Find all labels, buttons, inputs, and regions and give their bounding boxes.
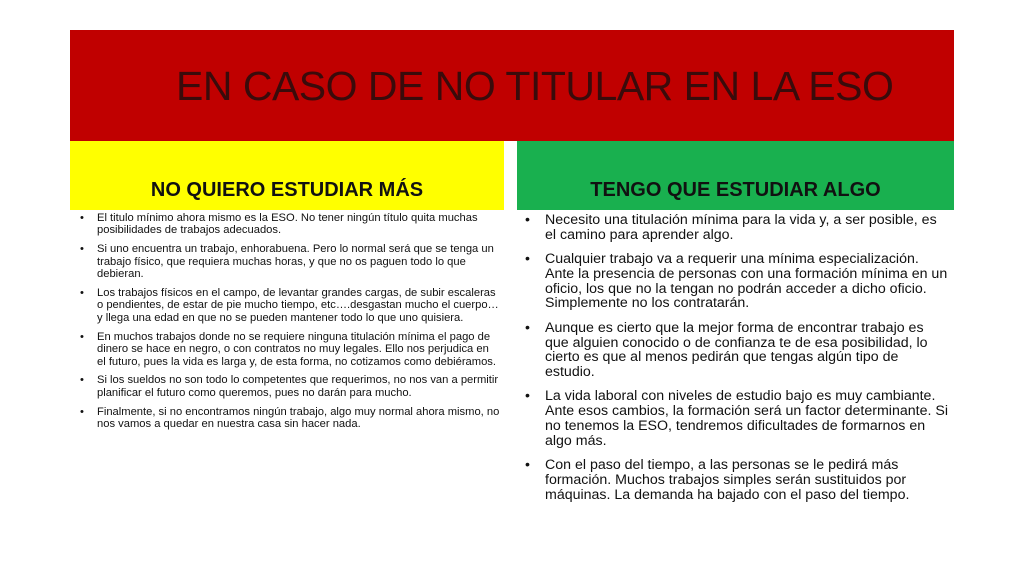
- left-list-item: [80, 331, 500, 368]
- left-item-text: Finalmente, si no encontramos ningún trabajo, algo muy normal ahora mismo, no nos vamos a quedar en nuestra casa sin hacer nada.: [97, 405, 500, 431]
- right-list-item: [525, 321, 950, 380]
- right-item-text: La vida laboral con niveles de estudio bajo es muy cambiante. Ante esos cambios, la formación será un factor determinante. Si no tenemos la ESO, tendremos dificultades de formarnos en algo más.: [545, 388, 948, 449]
- left-item-text: En muchos trabajos donde no se requiere ninguna titulación mínima el pago de dinero se hace en negro, o con contratos no muy legales. Ello nos perjudica en el futuro, pues la vida es larga y, de esta forma, no cotizamos como debiéramos.: [97, 330, 497, 368]
- right-heading: TENGO QUE ESTUDIAR ALGO: [590, 179, 881, 201]
- right-item-text: Cualquier trabajo va a requerir una mínima especialización. Ante la presencia de personas con una formación mínima en un oficio, los que no la tengan no podrán acceder a dicho oficio. Simplemente no los contratarán.: [545, 251, 948, 312]
- bullet-icon: •: [525, 457, 530, 474]
- right-list-item: [525, 252, 950, 311]
- bullet-icon: •: [525, 251, 530, 268]
- bullet-icon: •: [80, 212, 84, 224]
- left-item-text: Los trabajos físicos en el campo, de levantar grandes cargas, de subir escaleras o pendientes, de estar de pie mucho tiempo, etc….desgastan mucho el cuerpo…y llega una edad en que no se pueden mantener todo lo que uno quisiera.: [97, 287, 499, 324]
- right-bullet-list: [525, 213, 950, 512]
- right-list-item: [525, 213, 950, 243]
- bullet-icon: •: [525, 212, 530, 228]
- left-list-item: [80, 243, 500, 280]
- right-list-item: [525, 458, 950, 502]
- left-item-text: Si uno encuentra un trabajo, enhorabuena. Pero lo normal será que se tenga un trabajo físico, que requiera muchas horas, y que no os paguen todo lo que debieran.: [97, 243, 494, 281]
- right-column-header: [517, 141, 954, 210]
- bullet-icon: •: [80, 405, 84, 418]
- left-list-item: [80, 406, 500, 431]
- bullet-icon: •: [80, 287, 84, 300]
- bullet-icon: •: [525, 388, 530, 405]
- left-item-text: El titulo mínimo ahora mismo es la ESO. No tener ningún título quita muchas posibilidades de trabajos adecuados.: [97, 212, 478, 237]
- right-list-item: [525, 389, 950, 448]
- bullet-icon: •: [525, 319, 530, 336]
- left-list-item: [80, 212, 500, 237]
- left-item-text: Si los sueldos no son todo lo competentes que requerimos, no nos van a permitir planificar el futuro como queremos, pues no darán para mucho.: [97, 374, 499, 399]
- slide-title: EN CASO DE NO TITULAR EN LA ESO: [176, 63, 894, 109]
- right-item-text: Necesito una titulación mínima para la vida y, a ser posible, es el camino para aprender algo.: [545, 212, 937, 243]
- bullet-icon: •: [80, 330, 84, 343]
- left-list-item: [80, 374, 500, 399]
- left-heading: NO QUIERO ESTUDIAR MÁS: [150, 179, 424, 201]
- right-item-text: Aunque es cierto que la mejor forma de encontrar trabajo es que alguien conocido o de confianza te de esa posibilidad, lo cierto es que al menos pedirán que tengas algún tipo de estudio.: [545, 319, 928, 381]
- bullet-icon: •: [80, 374, 84, 387]
- left-list-item: [80, 287, 500, 324]
- right-item-text: Con el paso del tiempo, a las personas se le pedirá más formación. Muchos trabajos simples serán sustituidos por máquinas. La demanda ha bajado con el paso del tiempo.: [545, 457, 910, 503]
- left-column-header: [70, 141, 504, 210]
- left-bullet-list: [80, 212, 500, 437]
- bullet-icon: •: [80, 243, 84, 256]
